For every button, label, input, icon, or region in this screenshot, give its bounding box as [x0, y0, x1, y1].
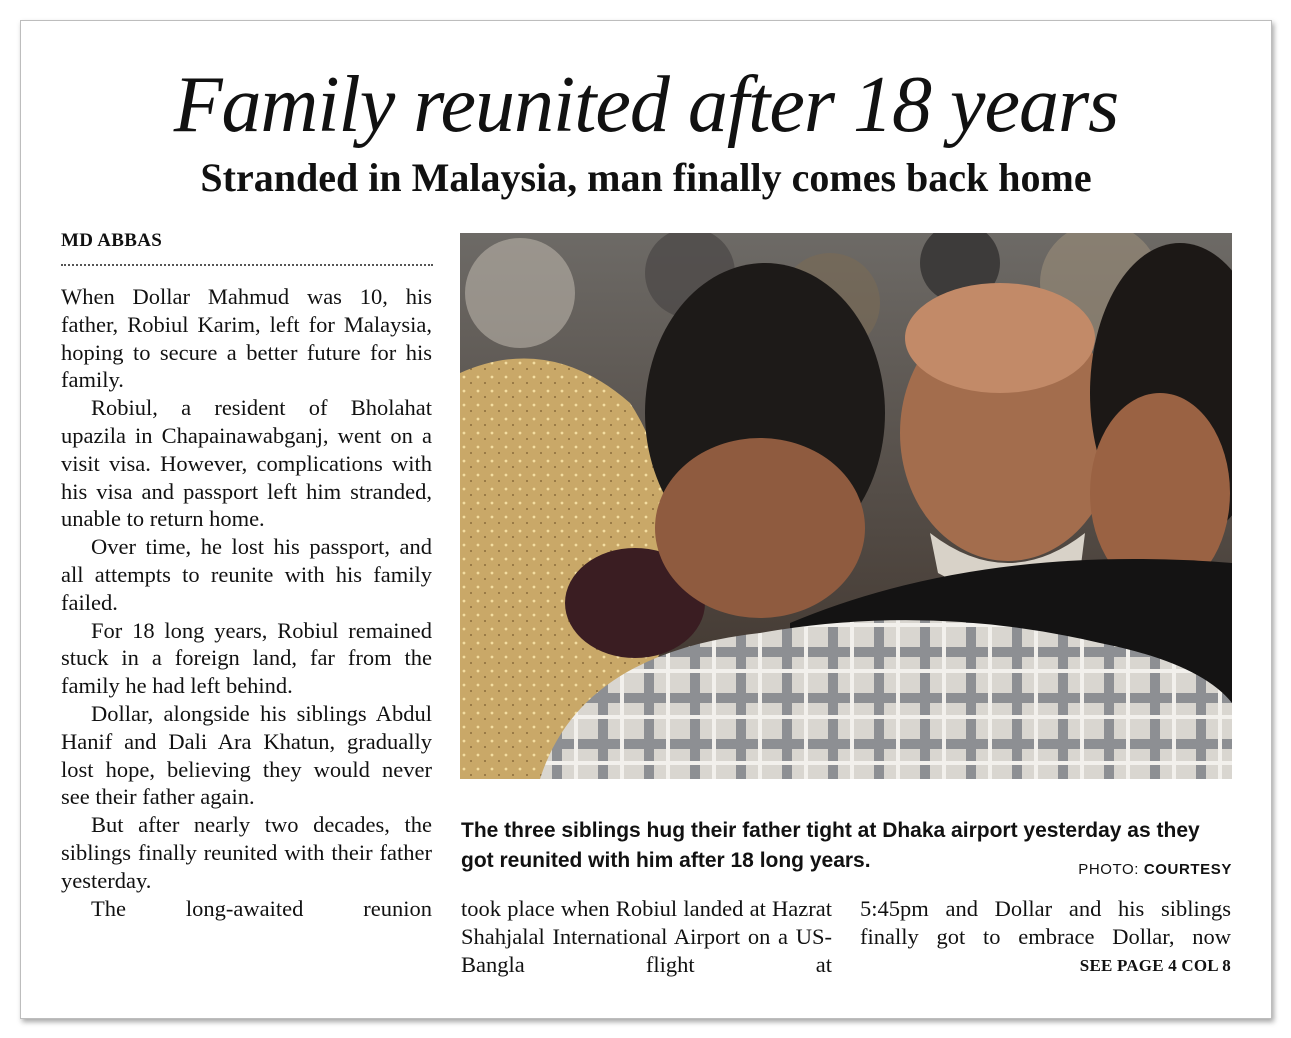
paragraph-2: Robiul, a resident of Bholahat upazila in Chapainawabganj, went on a visit visa. However, complications with his visa and passport left him stranded, unable to return home. — [61, 395, 432, 532]
paragraph-7-start: The long-awaited reunion — [91, 895, 432, 921]
photo-credit — [1052, 861, 1232, 878]
paragraph-6: But after nearly two decades, the siblings finally reunited with their father yesterday. — [61, 812, 432, 893]
paragraph-1: When Dollar Mahmud was 10, his father, Robiul Karim, left for Malaysia, hoping to secure a better future for his family. — [61, 284, 432, 393]
news-photo — [460, 233, 1232, 779]
byline-divider — [61, 264, 433, 266]
photo-credit-value: COURTESY — [1143, 861, 1232, 878]
paragraph-3: Over time, he lost his passport, and all attempts to reunite with his family failed. — [61, 534, 432, 615]
byline: MD ABBAS — [61, 230, 163, 251]
article-column-1 — [61, 283, 432, 922]
jump-line: SEE PAGE 4 COL 8 — [1079, 956, 1231, 975]
newspaper-page — [20, 20, 1272, 1019]
subheadline: Stranded in Malaysia, man finally comes back home — [200, 155, 1092, 200]
article-column-3: 5:45pm and Dollar and his siblings finally got to embrace Dollar, now — [860, 896, 1231, 949]
paragraph-5: Dollar, alongside his siblings Abdul Hanif and Dali Ara Khatun, gradually lost hope, believing they would never see their father again. — [61, 700, 432, 810]
reunion-photo-illustration — [460, 233, 1232, 779]
article-column-2: took place when Robiul landed at Hazrat Shahjalal International Airport on a US-Bangla flight at — [461, 896, 832, 977]
headline: Family reunited after 18 years — [173, 61, 1119, 149]
photo-credit-label: PHOTO: — [1078, 861, 1140, 878]
paragraph-4: For 18 long years, Robiul remained stuck in a foreign land, far from the family he had left behind. — [61, 617, 432, 699]
photo-caption: The three siblings hug their father tight at Dhaka airport yesterday as they got reunited with him after 18 long years. — [461, 819, 1200, 872]
